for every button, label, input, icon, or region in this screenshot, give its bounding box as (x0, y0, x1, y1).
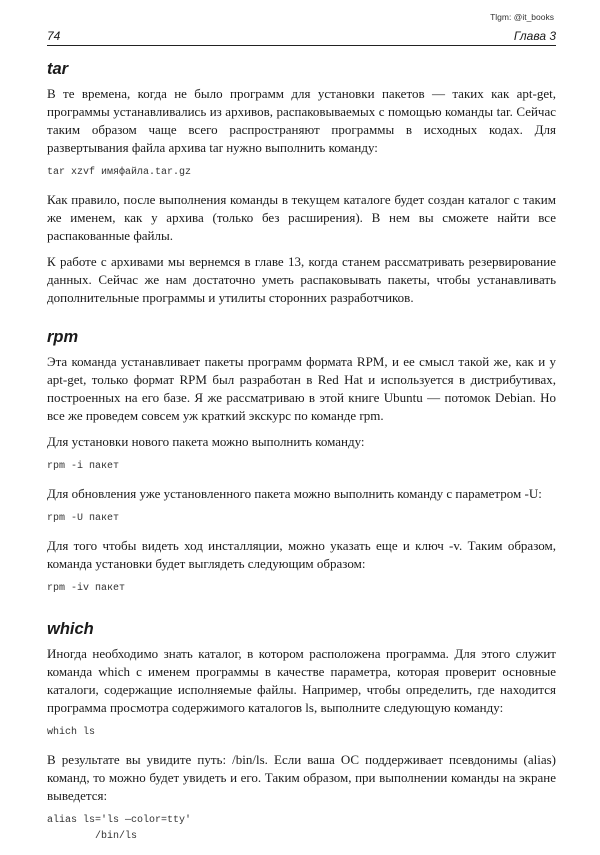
code-block: rpm -iv пакет (47, 583, 126, 594)
paragraph: Для обновления уже установленного пакета можно выполнить команду с параметром -U: (47, 486, 542, 501)
paragraph: К работе с архивами мы вернемся в главе 13, когда станем рассматривать резервирование данных. Сейчас же нам достаточно уметь распаковывать пакеты, чтобы устанавливать дополнительные программы и утилиты сторонних разработчиков. (47, 254, 556, 305)
section-title-tar: tar (47, 60, 69, 78)
paragraph: Эта команда устанавливает пакеты программ формата RPM, и ее смысл такой же, как и у apt-get, только формат RPM был разработан в Red Hat и используется в дистрибутивах, построенных на его базе. Я же рассматриваю в этой книге Ubuntu — потомок Debian. Но все же проведем совсем уж краткий экскурс по команде rpm. (47, 354, 556, 423)
page-content (47, 59, 556, 855)
paragraph: Для установки нового пакета можно выполнить команду: (47, 434, 365, 449)
code-block: rpm -U пакет (47, 513, 120, 524)
paragraph: Иногда необходимо знать каталог, в котором расположена программа. Для этого служит команда which с именем программы в качестве параметра, которая проверит основные каталоги, содержащие исполняемые файлы. Например, чтобы определить, где находится программа просмотра содержимого каталогов ls, выполните следующую команду: (47, 646, 556, 715)
paragraph: Как правило, после выполнения команды в текущем каталоге будет создан каталог с таким же именем, как у архива (только без расширения). В нем вы сможете найти все распакованные файлы. (47, 192, 556, 243)
code-block: alias ls='ls —color=tty' /bin/ls (47, 815, 192, 842)
code-block: which ls (47, 727, 96, 738)
code-block: tar xzvf имяфайла.tar.gz (47, 167, 192, 178)
section-title-rpm: rpm (47, 328, 79, 346)
paragraph: Для того чтобы видеть ход инсталляции, можно указать еще и ключ -v. Таким образом, команда установки будет выглядеть следующим образом: (47, 538, 556, 571)
paragraph: В те времена, когда не было программ для установки пакетов — таких как apt-get, программы устанавливались из архивов, распаковываемых с помощью команды tar. Сейчас таким образом чаще всего распространяют программы в исходных кодах. Для развертывания файла архива tar нужно выполнить команду: (47, 86, 556, 155)
chapter-title: Глава 3 (513, 29, 556, 43)
code-block: rpm -i пакет (47, 461, 120, 472)
page-header (47, 28, 556, 46)
telegram-note: Tlgm: @it_books (490, 12, 554, 22)
page-number: 74 (47, 29, 61, 43)
section-title-which: which (47, 620, 94, 638)
paragraph: В результате вы увидите путь: /bin/ls. Если ваша ОС поддерживает псевдонимы (alias) команд, то можно будет увидеть и его. Таким образом, при выполнении команды на экране выведется: (47, 752, 556, 803)
